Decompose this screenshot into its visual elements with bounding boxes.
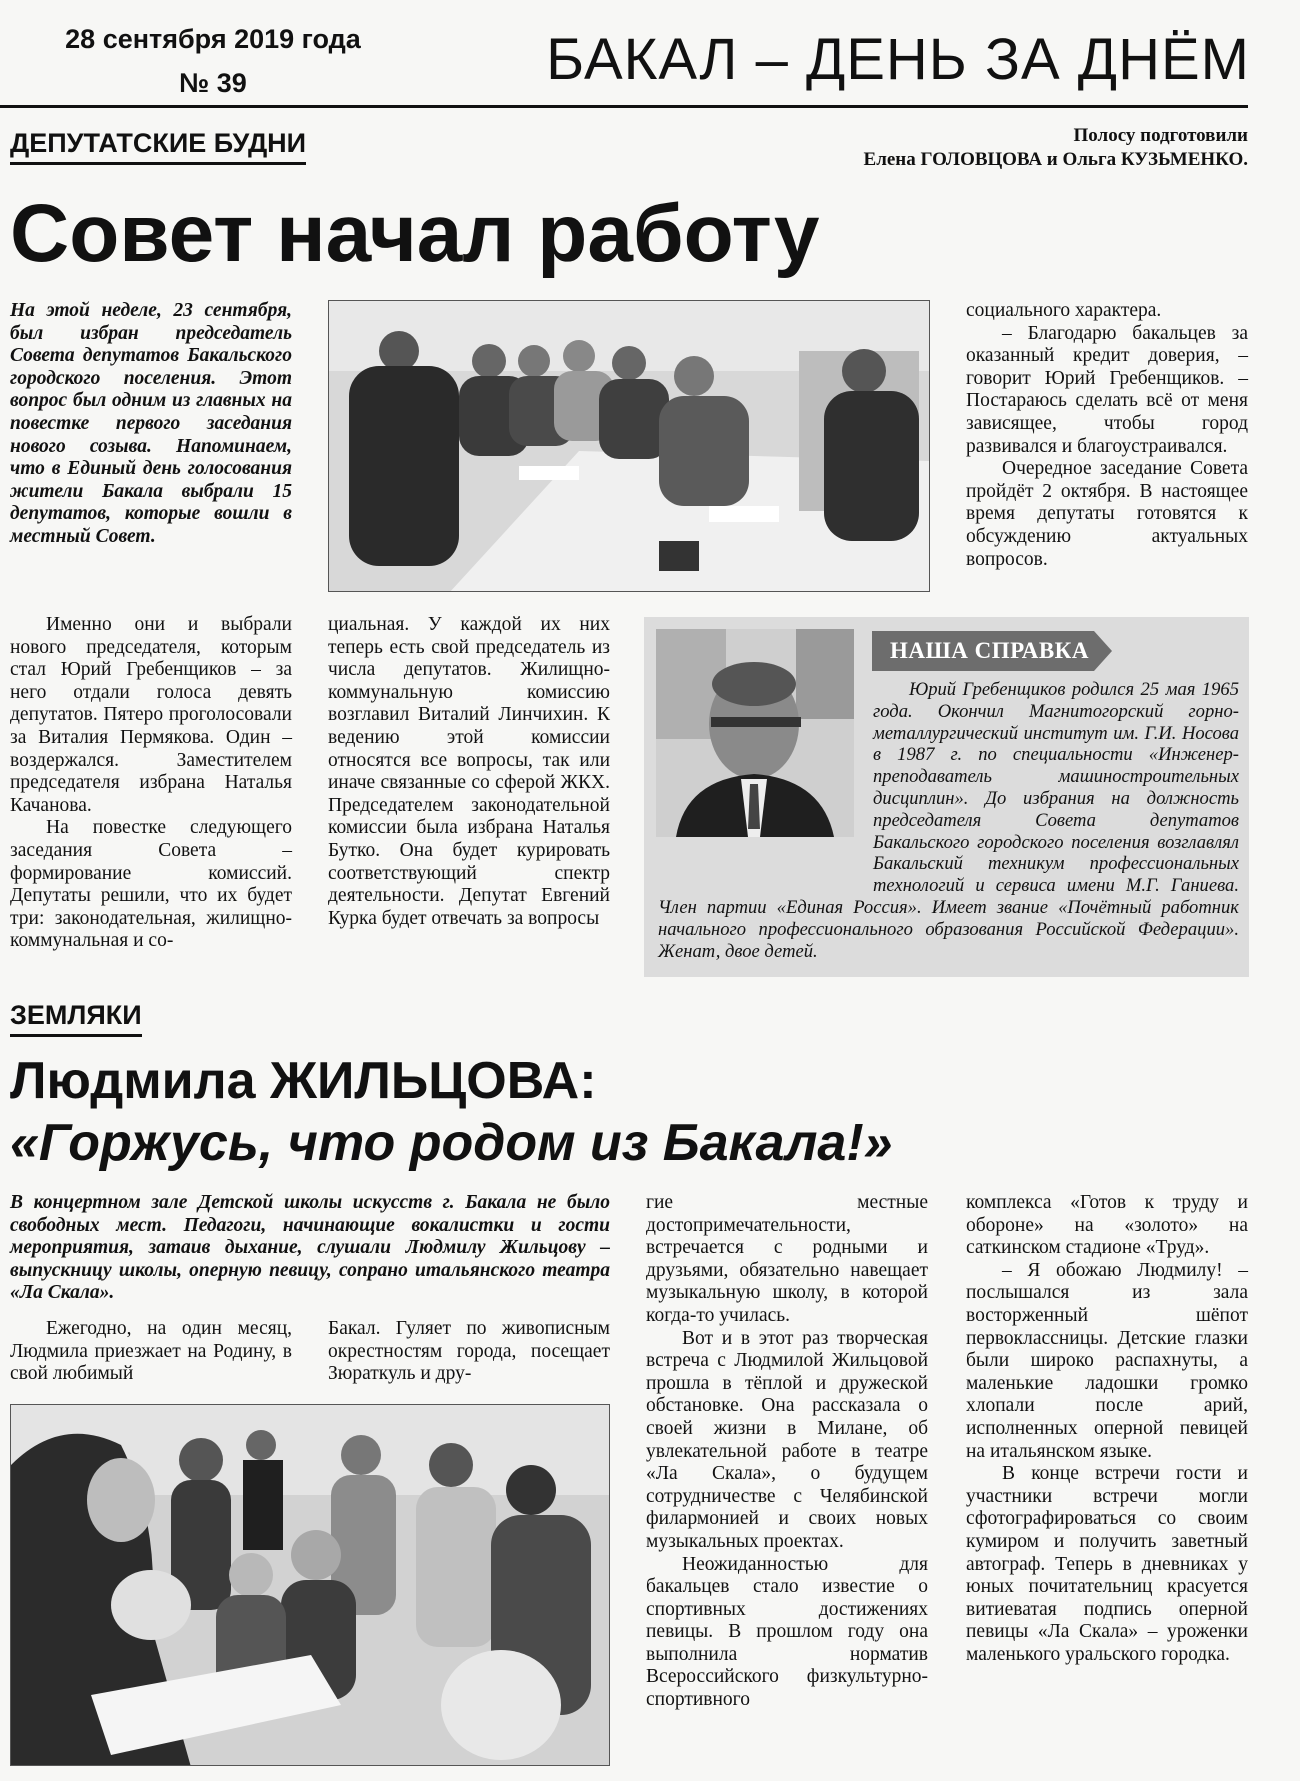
lead-paragraph: В концертном зале Детской школы искусств г. Бакала не было свободных мест. Педагоги, начинающие вокалистки и гости мероприятия, затаив дыхание, слушали Людмилу Жильцову – выпускницу школы, оперную певицу, сопрано итальянского театра «Ла Скала».	[10, 1192, 610, 1304]
photo-autograph-session	[10, 1404, 610, 1766]
photo-council-meeting	[328, 300, 930, 592]
paragraph: циальная. У каждой их них теперь есть свой председатель из числа депутатов. Жилищно-коммунальную комиссию возглавил Виталий Линчихин. К ведению этой комиссии относятся все вопросы, так или иначе связанные со сферой ЖКХ. Председателем законодательной комиссии была избрана Наталья Бутко. Она будет курировать соответствующий спектр деятельности. Депутат Евгений Курка будет отвечать за вопросы	[328, 614, 610, 929]
paragraph: Ежегодно, на один месяц, Людмила приезжает на Родину, в свой любимый	[10, 1318, 292, 1385]
masthead-divider	[0, 105, 1248, 108]
lead-paragraph: На этой неделе, 23 сентября, был избран председатель Совета депутатов Бакальского городского поселения. Этот вопрос был одним из главных на повестке первого заседания нового созыва. Напоминаем, что в Единый день голосования жители Бакала выбрали 15 депутатов, которые вошли в местный Совет.	[10, 300, 292, 547]
article-col1-singer	[10, 1318, 292, 1386]
paragraph: Именно они и выбрали нового председателя, которым стал Юрий Гребенщиков – за него отдали голоса девять депутатов. Пятеро проголосовали за Виталия Пермякова. Один – воздержался. Заместителем председателя избрана Наталья Качанова.	[10, 614, 292, 816]
paragraph: – Благодарю бакальцев за оказанный кредит доверия, – говорит Юрий Гребенщиков. – Постараюсь сделать всё от меня зависящее, чтобы город развивался и благоустраивался.	[966, 322, 1248, 457]
reference-paragraph: Юрий Гребенщиков родился 25 мая 1965 года. Окончил Магнитогорский горно-металлургический институт им. Г.И. Носова в 1987 г. по специальности «Инженер-преподаватель машиностроительных дисциплин». До избрания на должность председателя Совета депутатов Бакальского городского поселения возглавлял Бакальский техникум профессиональных технологий и сервиса имени М.Г. Ганиева. Член партии «Единая Россия». Имеет звание «Почётный работник начального профессионального образования Российской Федерации». Женат, двое детей.	[658, 679, 1239, 962]
reference-text	[658, 679, 1239, 962]
paragraph: Вот и в этот раз творческая встреча с Людмилой Жильцовой прошла в тёплой и дружеской обстановке. Она рассказала о своей жизни в Милане, об увлекательной работе в театре «Ла Скала», о будущем сотрудничестве с Челябинской филармонией и своих новых музыкальных проектах.	[646, 1327, 928, 1552]
article-headline-quote: «Горжусь, что родом из Бакала!»	[10, 1114, 893, 1172]
paragraph: На повестке следующего заседания Совета – формирование комиссий. Депутаты решили, что их будет три: законодательная, жилищно-коммунальная и со-	[10, 817, 292, 952]
prepared-by-label: Полосу подготовили	[1073, 125, 1248, 146]
paragraph: Неожиданностью для бакальцев стало известие о спортивных достижениях певицы. В прошлом году она выполнила норматив Всероссийского физкультурно-спортивного	[646, 1553, 928, 1711]
paragraph: гие местные достопримечательности, встречается с родными и друзьями, обязательно навещает музыкальную школу, в которой когда-то училась.	[646, 1192, 928, 1326]
article-lead-council	[10, 300, 292, 549]
prepared-by-authors: Елена ГОЛОВЦОВА и Ольга КУЗЬМЕНКО.	[863, 149, 1248, 170]
article-lead-singer	[10, 1192, 610, 1305]
prepared-by	[864, 124, 1248, 172]
article-headline-name: Людмила ЖИЛЬЦОВА:	[10, 1052, 597, 1110]
wrap-spacer	[658, 679, 873, 879]
reference-box	[644, 617, 1249, 977]
issue-date: 28 сентября 2019 года	[65, 24, 361, 54]
article-col4-singer	[966, 1192, 1248, 1666]
article-col3-council	[966, 300, 1248, 571]
paragraph: Бакал. Гуляет по живописным окрестностям города, посещает Зюраткуль и дру-	[328, 1318, 610, 1385]
paragraph: – Я обожаю Людмилу! – послышался из зала восторженный шёпот первоклассницы. Детские глазки были широко распахнуты, а маленькие ладошки громко хлопали после арий, исполненных оперной певицей на итальянском языке.	[966, 1259, 1248, 1462]
paragraph: комплекса «Готов к труду и обороне» на «золото» на саткинском стадионе «Труд».	[966, 1192, 1248, 1259]
newspaper-section-title: БАКАЛ – ДЕНЬ ЗА ДНЁМ	[546, 27, 1250, 92]
article-col1-council	[10, 614, 292, 953]
article-col2-council	[328, 614, 610, 930]
article-col3-singer	[646, 1192, 928, 1712]
reference-tag-label: НАША СПРАВКА	[890, 638, 1089, 663]
paragraph: социального характера.	[966, 300, 1162, 321]
article-headline-council: Совет начал работу	[10, 188, 820, 279]
paragraph: Очередное заседание Совета пройдёт 2 октября. В настоящее время депутаты готовятся к обсуждению актуальных вопросов.	[966, 458, 1248, 570]
rubric-deputy-weekdays: ДЕПУТАТСКИЕ БУДНИ	[10, 126, 306, 165]
reference-tag	[872, 631, 1112, 671]
paragraph: В конце встречи гости и участники встречи могли сфотографироваться со своим кумиром и получить заветный автограф. Теперь в дневниках у юных почитательниц красуется витиеватая подпись оперной певицы «Ла Скала» – уроженки маленького уральского городка.	[966, 1463, 1248, 1665]
issue-number: № 39	[179, 68, 247, 98]
rubric-compatriots: ЗЕМЛЯКИ	[10, 998, 142, 1037]
article-col2-singer	[328, 1318, 610, 1386]
